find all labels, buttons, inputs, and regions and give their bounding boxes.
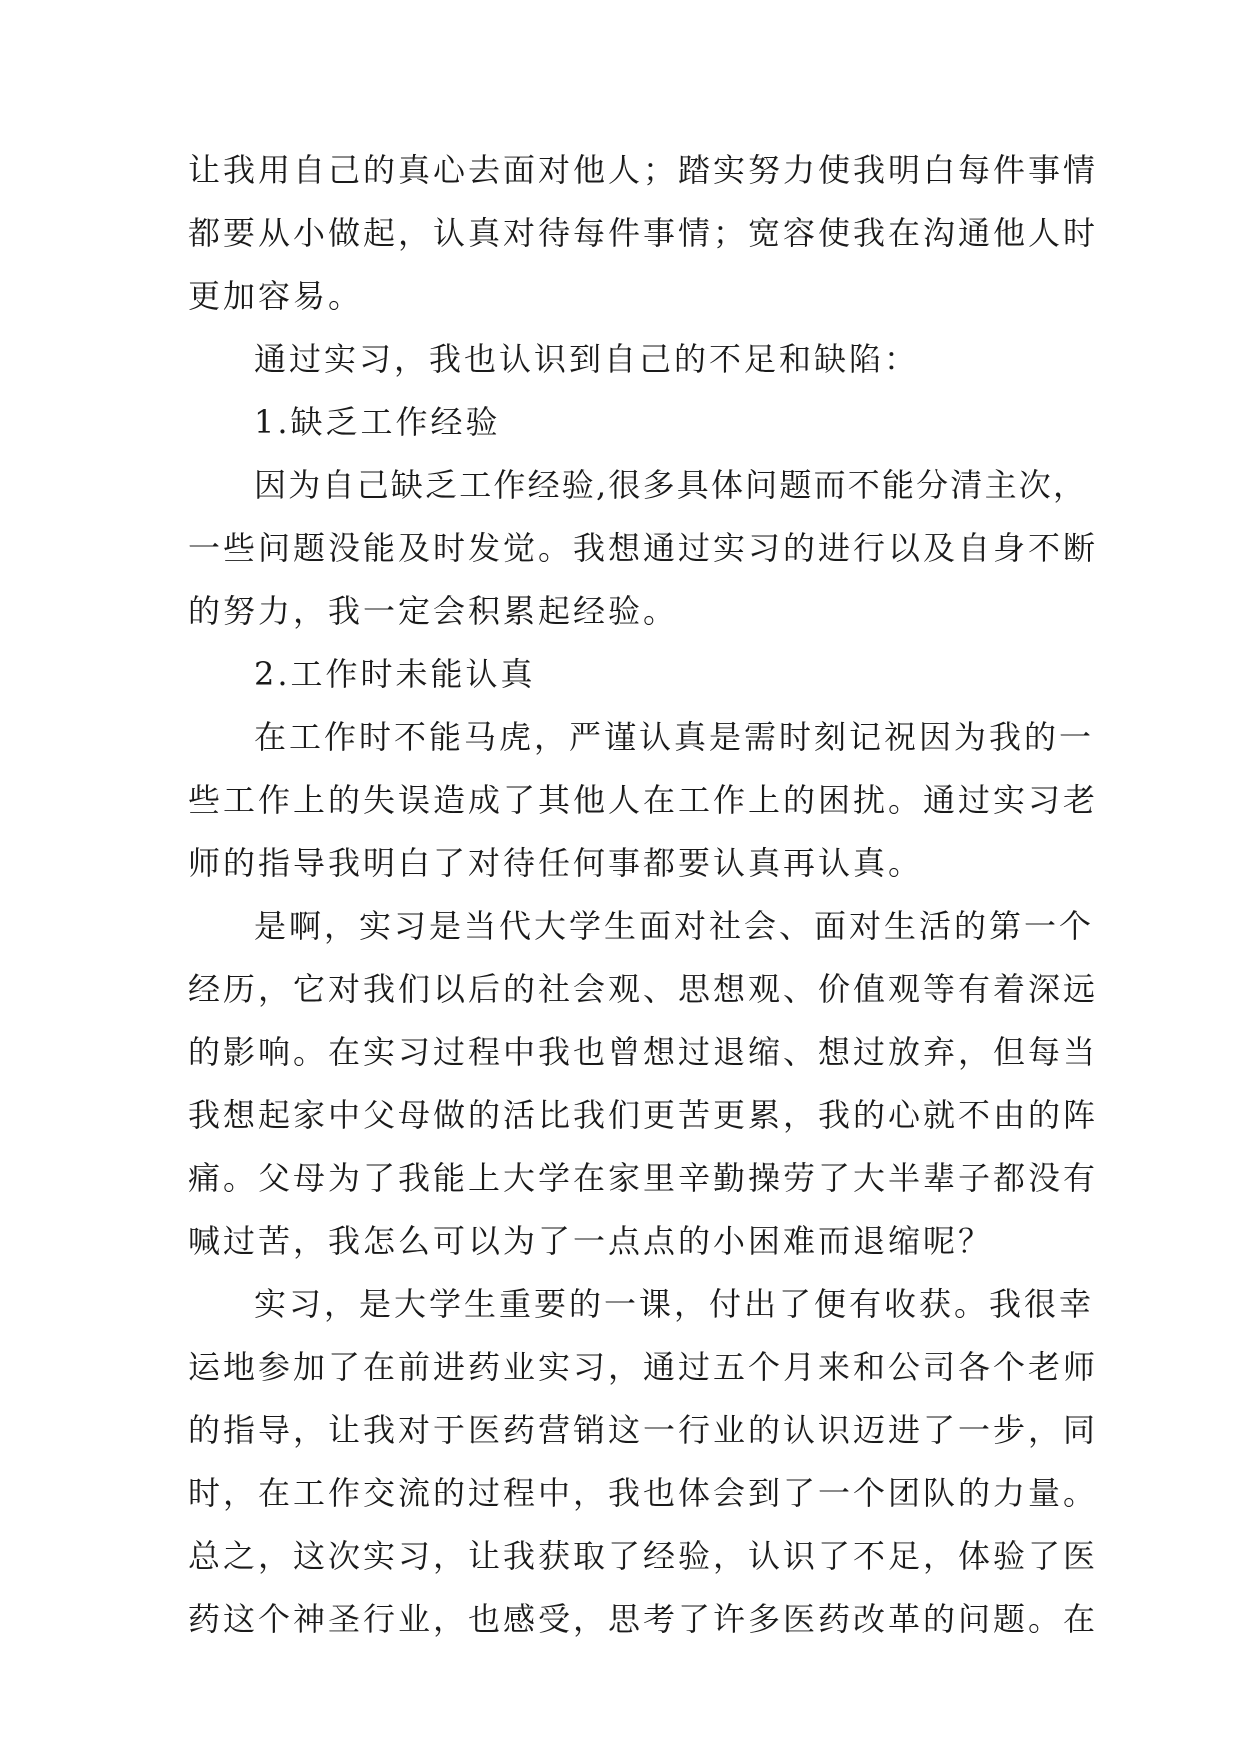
text-line: 总之，这次实习，让我获取了经验，认识了不足，体验了医 <box>188 1537 1099 1575</box>
list-item-heading: 2.工作时未能认真 <box>254 655 536 693</box>
list-item-heading: 1.缺乏工作经验 <box>254 403 501 441</box>
text-line: 喊过苦，我怎么可以为了一点点的小困难而退缩呢？ <box>188 1222 994 1260</box>
text-line: 一些问题没能及时发觉。我想通过实习的进行以及自身不断 <box>188 529 1099 567</box>
paragraph-first-line: 在工作时不能马虎，严谨认真是需时刻记祝因为我的一 <box>254 718 1095 756</box>
text-line: 运地参加了在前进药业实习，通过五个月来和公司各个老师 <box>188 1348 1099 1386</box>
paragraph-first-line: 实习，是大学生重要的一课，付出了便有收获。我很幸 <box>254 1285 1095 1323</box>
paragraph-first-line: 通过实习，我也认识到自己的不足和缺陷： <box>254 340 920 378</box>
text-line: 的努力，我一定会积累起经验。 <box>188 592 679 630</box>
text-line: 更加容易。 <box>188 277 364 315</box>
text-line: 的指导，让我对于医药营销这一行业的认识迈进了一步，同 <box>188 1411 1099 1449</box>
paragraph-first-line: 是啊，实习是当代大学生面对社会、面对生活的第一个 <box>254 907 1095 945</box>
text-line: 让我用自己的真心去面对他人；踏实努力使我明白每件事情 <box>188 151 1099 189</box>
text-line: 药这个神圣行业，也感受，思考了许多医药改革的问题。在 <box>188 1600 1099 1638</box>
text-line: 经历，它对我们以后的社会观、思想观、价值观等有着深远 <box>188 970 1099 1008</box>
text-line: 师的指导我明白了对待任何事都要认真再认真。 <box>188 844 924 882</box>
text-line: 些工作上的失误造成了其他人在工作上的困扰。通过实习老 <box>188 781 1099 819</box>
text-line: 时，在工作交流的过程中，我也体会到了一个团队的力量。 <box>188 1474 1099 1512</box>
text-line: 的影响。在实习过程中我也曾想过退缩、想过放弃，但每当 <box>188 1033 1099 1071</box>
paragraph-first-line: 因为自己缺乏工作经验,很多具体问题而不能分清主次， <box>254 466 1088 504</box>
text-line: 我想起家中父母做的活比我们更苦更累，我的心就不由的阵 <box>188 1096 1099 1134</box>
text-line: 都要从小做起，认真对待每件事情；宽容使我在沟通他人时 <box>188 214 1099 252</box>
text-line: 痛。父母为了我能上大学在家里辛勤操劳了大半辈子都没有 <box>188 1159 1099 1197</box>
